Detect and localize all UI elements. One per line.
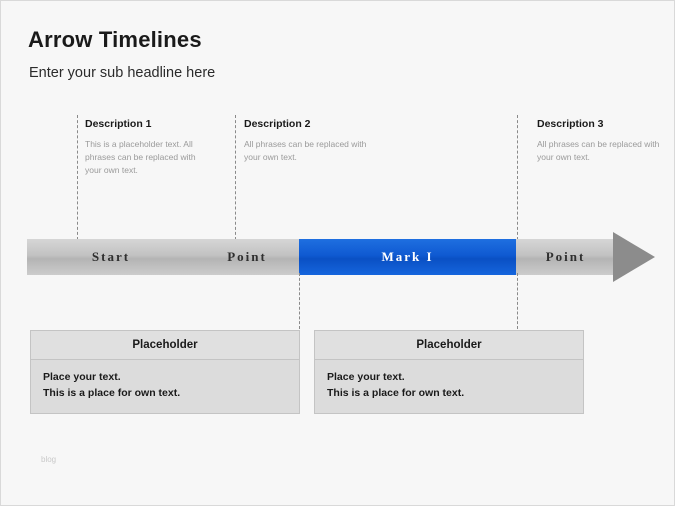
timeline-segment-3[interactable] xyxy=(299,239,516,275)
description-body-2: All phrases can be replaced with your own text. xyxy=(244,139,367,163)
placeholder-card-heading-2: Placeholder xyxy=(315,331,583,360)
description-block-2 xyxy=(244,118,369,164)
timeline-segment-1[interactable] xyxy=(27,239,195,275)
leader-line-bottom-1 xyxy=(299,273,300,329)
description-title-2: Description 2 xyxy=(244,118,311,130)
placeholder-card-line-2b: This is a place for own text. xyxy=(327,387,465,400)
placeholder-card-body-1 xyxy=(31,360,299,413)
placeholder-card-heading-1: Placeholder xyxy=(31,331,299,360)
footer-watermark: blog xyxy=(41,455,57,464)
placeholder-card-line-1a: Place your text. xyxy=(43,371,121,383)
description-body-1: This is a placeholder text. All phrases can be replaced with your own text. xyxy=(85,139,196,176)
placeholder-card-body-2 xyxy=(315,360,583,413)
arrow-head-icon xyxy=(613,232,655,282)
description-body-3: All phrases can be replaced with your own text. xyxy=(537,139,660,163)
placeholder-card-line-2a: Place your text. xyxy=(327,371,405,383)
leader-line-top-1 xyxy=(77,115,78,240)
timeline-arrow xyxy=(27,239,655,291)
leader-line-top-2 xyxy=(235,115,236,240)
description-title-1: Description 1 xyxy=(85,118,152,130)
placeholder-card-line-1b: This is a place for own text. xyxy=(43,387,181,400)
timeline-segment-4[interactable] xyxy=(516,239,615,275)
leader-line-bottom-2 xyxy=(517,273,518,329)
timeline-segment-label-1: Start xyxy=(91,249,131,264)
page-subtitle: Enter your sub headline here xyxy=(29,65,216,81)
timeline-segment-label-3: Mark I xyxy=(381,249,434,264)
page-title: Arrow Timelines xyxy=(28,27,202,52)
description-title-3: Description 3 xyxy=(537,118,604,130)
timeline-segment-2[interactable] xyxy=(195,239,299,275)
leader-line-top-3 xyxy=(517,115,518,240)
description-block-1 xyxy=(85,118,210,178)
timeline-segment-label-4: Point xyxy=(545,249,586,264)
placeholder-card-1[interactable] xyxy=(30,330,300,414)
placeholder-card-2[interactable] xyxy=(314,330,584,414)
timeline-segment-label-2: Point xyxy=(227,249,267,264)
description-block-3 xyxy=(537,118,662,164)
